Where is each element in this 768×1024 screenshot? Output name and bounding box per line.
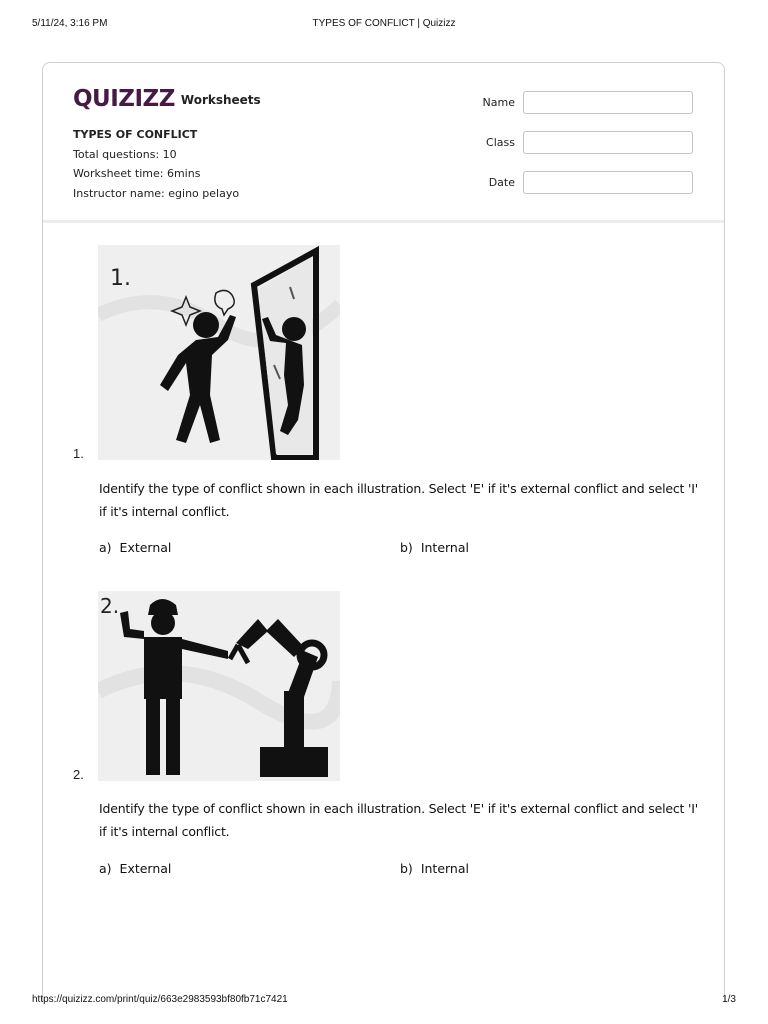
print-url: https://quizizz.com/print/quiz/663e2983593bf80fb71c7421 (32, 994, 288, 1005)
page-number: 1/3 (722, 994, 736, 1005)
option-text: Internal (420, 540, 469, 555)
logo-subtitle: Worksheets (180, 93, 261, 107)
quizizz-logo: QUIZIZZ (73, 86, 175, 112)
question-2 (73, 591, 703, 891)
worksheet-meta (73, 125, 239, 203)
name-field-row (471, 91, 693, 114)
class-label: Class (486, 136, 515, 149)
print-header (0, 18, 768, 32)
class-input[interactable] (523, 131, 693, 154)
print-date: 5/11/24, 3:16 PM (32, 18, 108, 29)
option-letter: a) (99, 861, 112, 876)
date-field-row (471, 171, 693, 194)
image-1-number: 1. (110, 266, 131, 291)
instructor-name: Instructor name: egino pelayo (73, 186, 240, 200)
question-1-option-a[interactable] (99, 540, 171, 555)
date-label: Date (488, 176, 515, 189)
date-input[interactable] (523, 171, 693, 194)
worksheet-card (42, 62, 725, 1002)
worksheet-header (43, 63, 724, 223)
option-letter: b) (400, 861, 413, 876)
image-2-number: 2. (100, 594, 120, 618)
option-letter: b) (400, 540, 413, 555)
question-2-number: 2. (73, 767, 84, 782)
person-angry-at-mirror-icon (98, 245, 340, 460)
option-text: External (119, 861, 172, 876)
question-2-option-b[interactable] (400, 861, 469, 876)
total-questions: Total questions: 10 (73, 147, 177, 161)
question-1-text: Identify the type of conflict shown in each illustration. Select 'E' if it's external conflict and select 'I' if it's internal conflict. (99, 481, 698, 519)
option-text: External (119, 540, 172, 555)
name-label: Name (482, 96, 515, 109)
question-2-image (98, 591, 340, 781)
name-input[interactable] (523, 91, 693, 114)
option-text: Internal (420, 861, 469, 876)
class-field-row (471, 131, 693, 154)
question-2-text: Identify the type of conflict shown in each illustration. Select 'E' if it's external conflict and select 'I' if it's internal conflict. (99, 801, 698, 839)
worker-vs-robot-arm-icon (98, 591, 340, 781)
option-letter: a) (99, 540, 112, 555)
print-title: TYPES OF CONFLICT | Quizizz (312, 18, 456, 29)
question-2-option-a[interactable] (99, 861, 171, 876)
question-1-number: 1. (73, 446, 84, 461)
question-1-option-b[interactable] (400, 540, 469, 555)
question-1-image (98, 245, 340, 460)
worksheet-time: Worksheet time: 6mins (73, 167, 201, 180)
brand-logo (73, 85, 261, 113)
question-1 (73, 245, 703, 565)
worksheet-title: TYPES OF CONFLICT (73, 128, 198, 141)
